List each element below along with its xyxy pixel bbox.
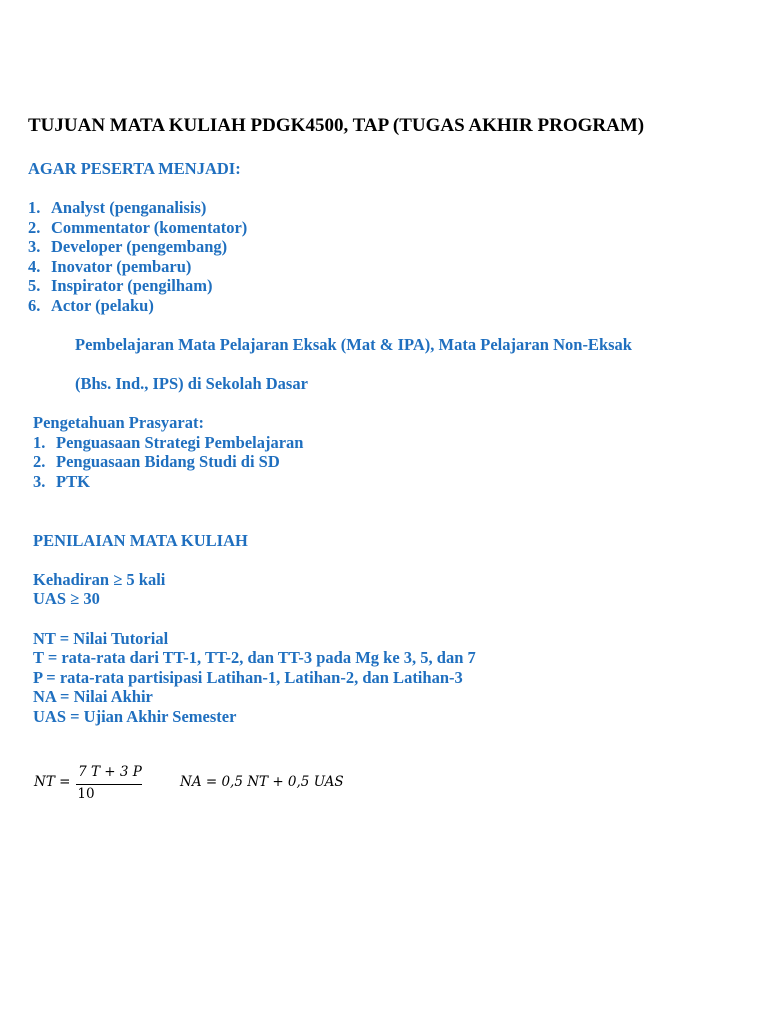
formula-nt-lhs: NT = (34, 774, 71, 790)
uas-requirement: UAS ≥ 30 (33, 589, 100, 608)
assessment-heading: PENILAIAN MATA KULIAH (33, 531, 248, 550)
list-item: 3. Developer (pengembang) (28, 237, 228, 256)
list-item: 6. Actor (pelaku) (28, 296, 154, 315)
scope-line-1: Pembelajaran Mata Pelajaran Eksak (Mat & IPA), Mata Pelajaran Non-Eksak (75, 335, 632, 354)
formula-nt-denominator: 10 (77, 786, 95, 802)
formula-na: NA = 0,5 NT + 0,5 UAS (180, 774, 344, 790)
list-item: 5. Inspirator (pengilham) (28, 276, 213, 295)
scope-line-2: (Bhs. Ind., IPS) di Sekolah Dasar (75, 374, 308, 393)
list-item: 3. PTK (33, 472, 90, 491)
list-item: 1. Penguasaan Strategi Pembelajaran (33, 433, 304, 452)
page-title: TUJUAN MATA KULIAH PDGK4500, TAP (TUGAS AKHIR PROGRAM) (28, 115, 645, 136)
definition-item: P = rata-rata partisipasi Latihan-1, Latihan-2, dan Latihan-3 (33, 668, 463, 687)
definition-item: NA = Nilai Akhir (33, 687, 153, 706)
formula-nt-numerator: 7 T + 3 P (78, 764, 142, 780)
subtitle: AGAR PESERTA MENJADI: (28, 159, 241, 178)
fraction-bar (76, 784, 142, 785)
list-item: 1. Analyst (penganalisis) (28, 198, 207, 217)
definition-item: UAS = Ujian Akhir Semester (33, 707, 237, 726)
list-item: 2. Penguasaan Bidang Studi di SD (33, 452, 280, 471)
list-item: 4. Inovator (pembaru) (28, 257, 192, 276)
list-item: 2. Commentator (komentator) (28, 218, 248, 237)
prereq-heading: Pengetahuan Prasyarat: (33, 413, 204, 432)
definition-item: NT = Nilai Tutorial (33, 629, 169, 648)
definition-item: T = rata-rata dari TT-1, TT-2, dan TT-3 pada Mg ke 3, 5, dan 7 (33, 648, 476, 667)
attendance-requirement: Kehadiran ≥ 5 kali (33, 570, 166, 589)
